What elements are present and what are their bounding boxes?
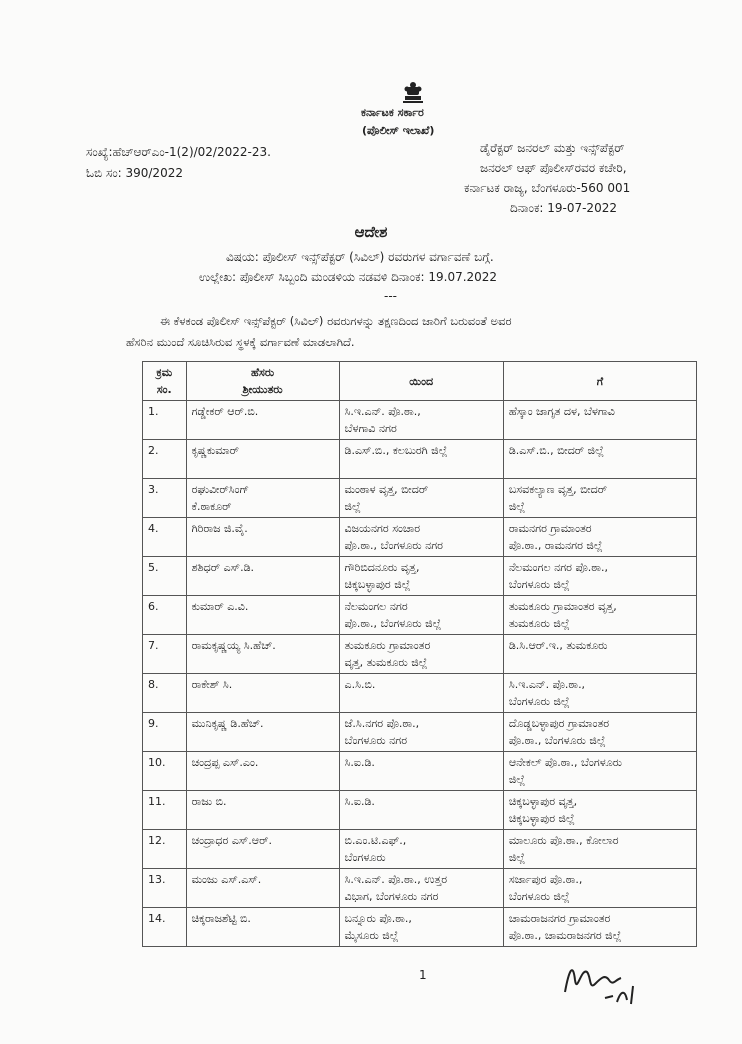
table-row	[143, 713, 697, 752]
table-row	[143, 518, 697, 557]
table-header-row	[143, 362, 697, 401]
order-body-line-1: ಈ ಕೆಳಕಂಡ ಪೊಲೀಸ್ ಇನ್ಸ್‌ಪೆಕ್ಟರ್ (ಸಿವಿಲ್) ರವರುಗಳನ್ನು ತಕ್ಷಣದಿಂದ ಜಾರಿಗೆ ಬರುವಂತೆ ಅವರ	[160, 314, 512, 328]
cell-name: ಕುಮಾರ್ ಎ.ವಿ.	[186, 596, 339, 635]
cell-to: ತುಮಕೂರು ಗ್ರಾಮಾಂತರ ವೃತ್ತ, ತುಮಕೂರು ಜಿಲ್ಲೆ	[503, 596, 696, 635]
ob-number: ಓಬಿ ಸಂ: 390/2022	[86, 166, 183, 180]
table-row	[143, 869, 697, 908]
cell-to: ಸಿ.ಇ.ಎನ್. ಪೊ.ಠಾ., ಬೆಂಗಳೂರು ಜಿಲ್ಲೆ	[503, 674, 696, 713]
cell-sl: 10.	[143, 752, 187, 791]
cell-sl: 3.	[143, 479, 187, 518]
cell-name: ರಾಕೇಶ್ ಸಿ.	[186, 674, 339, 713]
table-row	[143, 674, 697, 713]
table-row	[143, 908, 697, 947]
cell-sl: 4.	[143, 518, 187, 557]
cell-from: ವಿಜಯನಗರ ಸಂಚಾರ ಪೊ.ಠಾ., ಬೆಂಗಳೂರು ನಗರ	[339, 518, 503, 557]
cell-name: ಗಡ್ಡೇಕರ್ ಆರ್.ಬಿ.	[186, 401, 339, 440]
table-row	[143, 596, 697, 635]
order-title: ಆದೇಶ	[354, 223, 388, 241]
cell-name: ಮುನಿಕೃಷ್ಣ ಡಿ.ಹೆಚ್.	[186, 713, 339, 752]
cell-from: ಸಿ.ಇ.ಎನ್. ಪೊ.ಠಾ., ಉತ್ತರ ವಿಭಾಗ, ಬೆಂಗಳೂರು ನಗರ	[339, 869, 503, 908]
cell-sl: 1.	[143, 401, 187, 440]
cell-to: ಸರ್ಜಾಪುರ ಪೊ.ಠಾ., ಬೆಂಗಳೂರು ಜಿಲ್ಲೆ	[503, 869, 696, 908]
cell-to: ನೆಲಮಂಗಲ ನಗರ ಪೊ.ಠಾ., ಬೆಂಗಳೂರು ಜಿಲ್ಲೆ	[503, 557, 696, 596]
cell-name: ಶಶಿಧರ್ ಎಸ್.ಡಿ.	[186, 557, 339, 596]
subject-line: ವಿಷಯ: ಪೊಲೀಸ್ ಇನ್ಸ್‌ಪೆಕ್ಟರ್ (ಸಿವಿಲ್) ರವರುಗಳ ವರ್ಗಾವಣೆ ಬಗ್ಗೆ.	[226, 250, 494, 264]
table-row	[143, 479, 697, 518]
dept-name: (ಪೊಲೀಸ್ ಇಲಾಖೆ)	[362, 124, 435, 137]
table-row	[143, 440, 697, 479]
signature-icon	[555, 950, 665, 1010]
office-line-2: ಜನರಲ್ ಆಫ್ ಪೊಲೀಸ್‌ರವರ ಕಚೇರಿ,	[480, 161, 627, 175]
cell-from: ಬಿ.ಎಂ.ಟಿ.ಎಫ್., ಬೆಂಗಳೂರು	[339, 830, 503, 869]
cell-sl: 12.	[143, 830, 187, 869]
cell-name: ರಘುವೀರ್‌ಸಿಂಗ್ ಕೆ.ಠಾಕೂರ್	[186, 479, 339, 518]
cell-from: ಎ.ಸಿ.ಬಿ.	[339, 674, 503, 713]
cell-name: ಚಂದ್ರಪ್ಪ ಎಸ್.ಎಂ.	[186, 752, 339, 791]
cell-from: ಡಿ.ಎಸ್.ಬಿ., ಕಲಬುರಗಿ ಜಿಲ್ಲೆ	[339, 440, 503, 479]
cell-name: ಕೃಷ್ಣಕುಮಾರ್	[186, 440, 339, 479]
separator: ---	[384, 289, 397, 303]
cell-sl: 11.	[143, 791, 187, 830]
cell-to: ಚಾಮರಾಜನಗರ ಗ್ರಾಮಾಂತರ ಪೊ.ಠಾ., ಚಾಮರಾಜನಗರ ಜಿಲ್ಲೆ	[503, 908, 696, 947]
header-sl-no: ಕ್ರಮ ಸಂ.	[143, 362, 187, 401]
table-row	[143, 557, 697, 596]
cell-sl: 8.	[143, 674, 187, 713]
header-to: ಗೆ	[503, 362, 696, 401]
cell-sl: 6.	[143, 596, 187, 635]
cell-from: ಸಿ.ಇ.ಎನ್. ಪೊ.ಠಾ., ಬೆಳಗಾವಿ ನಗರ	[339, 401, 503, 440]
cell-sl: 2.	[143, 440, 187, 479]
reference-line: ಉಲ್ಲೇಖ: ಪೊಲೀಸ್ ಸಿಬ್ಬಂದಿ ಮಂಡಳಿಯ ನಡವಳಿ ದಿನಾಂಕ: 19.07.2022	[199, 270, 498, 284]
cell-name: ಚಿಕ್ಕರಾಜಶೆಟ್ಟಿ ಬಿ.	[186, 908, 339, 947]
cell-sl: 14.	[143, 908, 187, 947]
cell-from: ಜೆ.ಸಿ.ನಗರ ಪೊ.ಠಾ., ಬೆಂಗಳೂರು ನಗರ	[339, 713, 503, 752]
cell-from: ತುಮಕೂರು ಗ್ರಾಮಾಂತರ ವೃತ್ತ, ತುಮಕೂರು ಜಿಲ್ಲೆ	[339, 635, 503, 674]
page-number: 1	[419, 968, 427, 982]
cell-sl: 5.	[143, 557, 187, 596]
cell-name: ಚಂದ್ರಾಧರ ಎಸ್.ಆರ್.	[186, 830, 339, 869]
cell-name: ರಾಮಕೃಷ್ಣಯ್ಯ ಸಿ.ಹೆಚ್.	[186, 635, 339, 674]
cell-to: ಮಾಲೂರು ಪೊ.ಠಾ., ಕೋಲಾರ ಜಿಲ್ಲೆ	[503, 830, 696, 869]
cell-sl: 7.	[143, 635, 187, 674]
cell-from: ಸಿ.ಐ.ಡಿ.	[339, 752, 503, 791]
transfer-table	[142, 361, 697, 947]
table-row	[143, 635, 697, 674]
header-name: ಹೆಸರು ಶ್ರೀಯುತರು	[186, 362, 339, 401]
cell-from: ಗೌರಿಬಿದನೂರು ವೃತ್ತ, ಚಿಕ್ಕಬಳ್ಳಾಪುರ ಜಿಲ್ಲೆ	[339, 557, 503, 596]
cell-sl: 9.	[143, 713, 187, 752]
cell-name: ಗಿರಿರಾಜ ಜಿ.ವೈ.	[186, 518, 339, 557]
cell-from: ಮಂಠಾಳ ವೃತ್ತ, ಬೀದರ್ ಜಿಲ್ಲೆ	[339, 479, 503, 518]
cell-to: ಹೆಸ್ಕಾಂ ಜಾಗೃತ ದಳ, ಬೆಳಗಾವಿ	[503, 401, 696, 440]
order-body-line-2: ಹೆಸರಿನ ಮುಂದೆ ಸೂಚಿಸಿರುವ ಸ್ಥಳಕ್ಕೆ ವರ್ಗಾವಣೆ ಮಾಡಲಾಗಿದೆ.	[126, 335, 355, 349]
cell-from: ನೆಲಮಂಗಲ ನಗರ ಪೊ.ಠಾ., ಬೆಂಗಳೂರು ಜಿಲ್ಲೆ	[339, 596, 503, 635]
state-emblem-icon	[399, 77, 427, 105]
cell-from: ಸಿ.ಐ.ಡಿ.	[339, 791, 503, 830]
cell-to: ಡಿ.ಸಿ.ಆರ್.ಇ., ತುಮಕೂರು	[503, 635, 696, 674]
cell-to: ಬಸವಕಲ್ಯಾಣ ವೃತ್ತ, ಬೀದರ್ ಜಿಲ್ಲೆ	[503, 479, 696, 518]
cell-sl: 13.	[143, 869, 187, 908]
cell-from: ಬನ್ನೂರು ಪೊ.ಠಾ., ಮೈಸೂರು ಜಿಲ್ಲೆ	[339, 908, 503, 947]
cell-to: ಆನೇಕಲ್ ಪೊ.ಠಾ., ಬೆಂಗಳೂರು ಜಿಲ್ಲೆ	[503, 752, 696, 791]
cell-name: ಮಂಜು ಎಸ್.ಎಸ್.	[186, 869, 339, 908]
order-date: ದಿನಾಂಕ: 19-07-2022	[510, 201, 617, 215]
cell-to: ಡಿ.ಎಸ್.ಬಿ., ಬೀದರ್ ಜಿಲ್ಲೆ	[503, 440, 696, 479]
header-from: ಯಿಂದ	[339, 362, 503, 401]
reference-number: ಸಂಖ್ಯೆ:ಹೆಚ್‌ಆರ್‌ಎಂ-1(2)/02/2022-23.	[86, 145, 271, 159]
table-row	[143, 401, 697, 440]
govt-name: ಕರ್ನಾಟಕ ಸರ್ಕಾರ	[361, 106, 424, 119]
cell-to: ಚಿಕ್ಕಬಳ್ಳಾಪುರ ವೃತ್ತ, ಚಿಕ್ಕಬಳ್ಳಾಪುರ ಜಿಲ್ಲೆ	[503, 791, 696, 830]
office-line-3: ಕರ್ನಾಟಕ ರಾಜ್ಯ, ಬೆಂಗಳೂರು-560 001	[464, 181, 631, 195]
table-row	[143, 830, 697, 869]
table-row	[143, 791, 697, 830]
table-row	[143, 752, 697, 791]
cell-name: ರಾಜು ಬಿ.	[186, 791, 339, 830]
office-line-1: ಡೈರೆಕ್ಟರ್ ಜನರಲ್ ಮತ್ತು ಇನ್ಸ್‌ಪೆಕ್ಟರ್	[480, 141, 625, 155]
cell-to: ರಾಮನಗರ ಗ್ರಾಮಾಂತರ ಪೊ.ಠಾ., ರಾಮನಗರ ಜಿಲ್ಲೆ	[503, 518, 696, 557]
table-body	[143, 401, 697, 947]
cell-to: ದೊಡ್ಡಬಳ್ಳಾಪುರ ಗ್ರಾಮಾಂತರ ಪೊ.ಠಾ., ಬೆಂಗಳೂರು ಜಿಲ್ಲೆ	[503, 713, 696, 752]
